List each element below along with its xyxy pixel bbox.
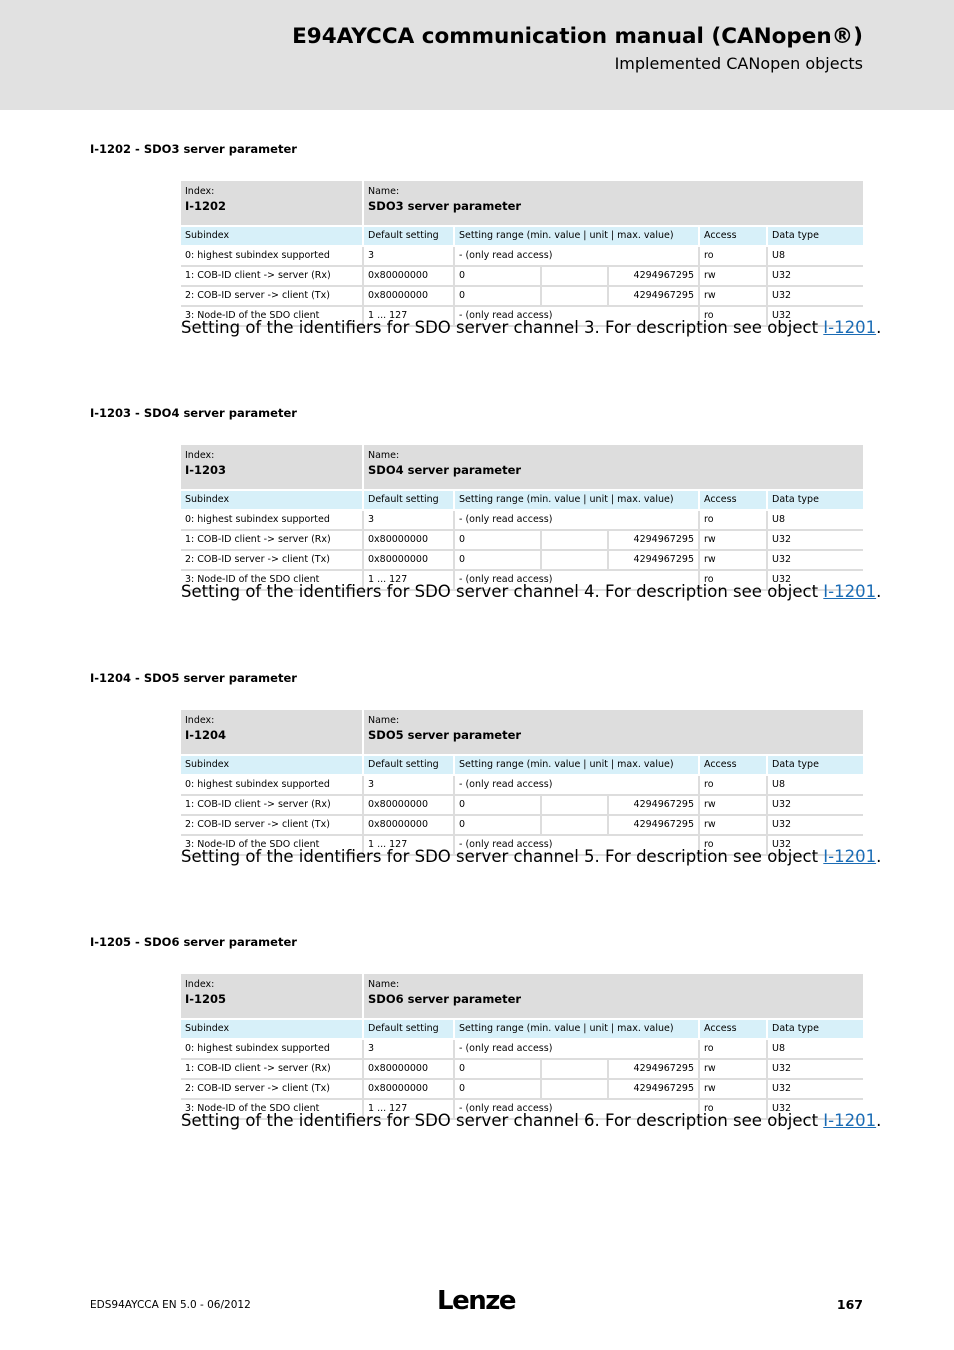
column-header-subindex: Subindex: [181, 490, 363, 510]
data-type-cell: U8: [767, 775, 863, 795]
index-cell: [181, 710, 363, 755]
data-type-cell: U32: [767, 570, 863, 590]
index-label: Index:: [185, 979, 215, 990]
index-cell: [181, 974, 363, 1019]
default-setting-cell: 0x80000000: [363, 530, 454, 550]
object-header-row: [181, 710, 863, 755]
access-cell: rw: [699, 530, 767, 550]
page-number: 167: [836, 1297, 863, 1312]
data-type-cell: U32: [767, 815, 863, 835]
index-cell: [181, 181, 363, 226]
name-label: Name:: [368, 450, 400, 461]
default-setting-cell: 3: [363, 1039, 454, 1059]
data-type-cell: U32: [767, 1099, 863, 1119]
description-suffix: . For description see object: [594, 582, 824, 601]
access-cell: rw: [699, 550, 767, 570]
default-setting-cell: 3: [363, 510, 454, 530]
index-value: I-1205: [185, 991, 227, 1006]
subindex-cell: 0: highest subindex supported: [181, 1039, 363, 1059]
table-row: [181, 795, 863, 815]
description-text: [181, 582, 881, 601]
description-period: .: [876, 582, 882, 601]
subindex-cell: 1: COB-ID client -> server (Rx): [181, 1059, 363, 1079]
description-period: .: [876, 318, 882, 337]
column-header-datatype: Data type: [767, 755, 863, 775]
name-cell: [363, 181, 863, 226]
column-header-default: Default setting: [363, 755, 454, 775]
description-suffix: . For description see object: [594, 318, 824, 337]
unit-cell: [541, 795, 608, 815]
data-type-cell: U32: [767, 1059, 863, 1079]
column-header-row: [181, 1019, 863, 1039]
unit-cell: [541, 550, 608, 570]
object-header-row: [181, 181, 863, 226]
access-cell: rw: [699, 815, 767, 835]
access-cell: ro: [699, 570, 767, 590]
index-label: Index:: [185, 186, 215, 197]
object-link[interactable]: I-1201: [823, 847, 877, 866]
table-row: [181, 1059, 863, 1079]
setting-range-cell: - (only read access): [454, 246, 699, 266]
access-cell: ro: [699, 835, 767, 855]
name-value: SDO4 server parameter: [368, 462, 522, 477]
object-header-row: [181, 445, 863, 490]
column-header-datatype: Data type: [767, 490, 863, 510]
data-type-cell: U32: [767, 1079, 863, 1099]
column-header-access: Access: [699, 755, 767, 775]
lenze-logo: Lenze: [437, 1286, 515, 1316]
unit-cell: [541, 530, 608, 550]
access-cell: ro: [699, 775, 767, 795]
setting-range-cell: - (only read access): [454, 306, 699, 326]
object-table: [181, 710, 863, 856]
column-header-range: Setting range (min. value | unit | max. value): [454, 1019, 699, 1039]
data-type-cell: U32: [767, 550, 863, 570]
default-setting-cell: 0x80000000: [363, 1079, 454, 1099]
index-label: Index:: [185, 450, 215, 461]
table-row: [181, 815, 863, 835]
access-cell: ro: [699, 306, 767, 326]
default-setting-cell: 0x80000000: [363, 550, 454, 570]
subindex-cell: 2: COB-ID server -> client (Tx): [181, 286, 363, 306]
name-label: Name:: [368, 186, 400, 197]
object-table: [181, 181, 863, 327]
access-cell: ro: [699, 510, 767, 530]
subindex-cell: 2: COB-ID server -> client (Tx): [181, 550, 363, 570]
unit-cell: [541, 1059, 608, 1079]
column-header-row: [181, 226, 863, 246]
setting-range-cell: - (only read access): [454, 510, 699, 530]
name-label: Name:: [368, 979, 400, 990]
table-row: [181, 1079, 863, 1099]
object-header-row: [181, 974, 863, 1019]
access-cell: ro: [699, 1099, 767, 1119]
subindex-cell: 2: COB-ID server -> client (Tx): [181, 1079, 363, 1099]
column-header-default: Default setting: [363, 490, 454, 510]
default-setting-cell: 0x80000000: [363, 815, 454, 835]
column-header-subindex: Subindex: [181, 1019, 363, 1039]
name-value: SDO6 server parameter: [368, 991, 522, 1006]
setting-range-cell: - (only read access): [454, 775, 699, 795]
column-header-subindex: Subindex: [181, 755, 363, 775]
index-label: Index:: [185, 715, 215, 726]
description-text: [181, 1111, 881, 1130]
max-value-cell: 4294967295: [608, 550, 699, 570]
unit-cell: [541, 1079, 608, 1099]
description-text: [181, 847, 881, 866]
object-link[interactable]: I-1201: [823, 582, 877, 601]
page-header: [0, 0, 954, 110]
access-cell: ro: [699, 246, 767, 266]
description-suffix: . For description see object: [594, 847, 824, 866]
data-type-cell: U8: [767, 1039, 863, 1059]
index-cell: [181, 445, 363, 490]
default-setting-cell: 1 ... 127: [363, 1099, 454, 1119]
unit-cell: [541, 266, 608, 286]
min-value-cell: 0: [454, 286, 541, 306]
description-prefix: Setting of the identifiers for SDO server channel 5: [181, 847, 595, 866]
min-value-cell: 0: [454, 1059, 541, 1079]
column-header-default: Default setting: [363, 226, 454, 246]
object-table: [181, 445, 863, 591]
access-cell: rw: [699, 1079, 767, 1099]
description-suffix: . For description see object: [594, 1111, 824, 1130]
default-setting-cell: 3: [363, 775, 454, 795]
document-code: EDS94AYCCA EN 5.0 - 06/2012: [90, 1299, 251, 1311]
column-header-datatype: Data type: [767, 226, 863, 246]
name-value: SDO5 server parameter: [368, 727, 522, 742]
table-row: [181, 775, 863, 795]
description-text: [181, 318, 881, 337]
column-header-access: Access: [699, 490, 767, 510]
subindex-cell: 2: COB-ID server -> client (Tx): [181, 815, 363, 835]
data-type-cell: U32: [767, 835, 863, 855]
access-cell: rw: [699, 795, 767, 815]
min-value-cell: 0: [454, 266, 541, 286]
subindex-cell: 3: Node-ID of the SDO client: [181, 570, 363, 590]
name-value: SDO3 server parameter: [368, 198, 522, 213]
table-row: [181, 550, 863, 570]
access-cell: rw: [699, 286, 767, 306]
description-prefix: Setting of the identifiers for SDO server channel 6: [181, 1111, 595, 1130]
access-cell: rw: [699, 266, 767, 286]
data-type-cell: U32: [767, 795, 863, 815]
description-period: .: [876, 1111, 882, 1130]
column-header-range: Setting range (min. value | unit | max. value): [454, 490, 699, 510]
table-row: [181, 1039, 863, 1059]
subindex-cell: 1: COB-ID client -> server (Rx): [181, 530, 363, 550]
subindex-cell: 0: highest subindex supported: [181, 775, 363, 795]
column-header-access: Access: [699, 1019, 767, 1039]
subindex-cell: 3: Node-ID of the SDO client: [181, 1099, 363, 1119]
default-setting-cell: 0x80000000: [363, 795, 454, 815]
subindex-cell: 0: highest subindex supported: [181, 510, 363, 530]
chapter-subtitle: Implemented CANopen objects: [614, 54, 863, 73]
setting-range-cell: - (only read access): [454, 835, 699, 855]
column-header-row: [181, 755, 863, 775]
index-value: I-1203: [185, 462, 227, 477]
section-heading: I-1204 - SDO5 server parameter: [90, 671, 297, 685]
name-cell: [363, 445, 863, 490]
max-value-cell: 4294967295: [608, 266, 699, 286]
default-setting-cell: 1 ... 127: [363, 570, 454, 590]
default-setting-cell: 0x80000000: [363, 266, 454, 286]
column-header-default: Default setting: [363, 1019, 454, 1039]
column-header-subindex: Subindex: [181, 226, 363, 246]
table-row: [181, 510, 863, 530]
subindex-cell: 1: COB-ID client -> server (Rx): [181, 266, 363, 286]
unit-cell: [541, 286, 608, 306]
setting-range-cell: - (only read access): [454, 1099, 699, 1119]
section-heading: I-1202 - SDO3 server parameter: [90, 142, 297, 156]
max-value-cell: 4294967295: [608, 815, 699, 835]
column-header-datatype: Data type: [767, 1019, 863, 1039]
max-value-cell: 4294967295: [608, 795, 699, 815]
section-heading: I-1203 - SDO4 server parameter: [90, 406, 297, 420]
min-value-cell: 0: [454, 530, 541, 550]
data-type-cell: U32: [767, 530, 863, 550]
setting-range-cell: - (only read access): [454, 570, 699, 590]
index-value: I-1202: [185, 198, 227, 213]
default-setting-cell: 1 ... 127: [363, 835, 454, 855]
default-setting-cell: 3: [363, 246, 454, 266]
max-value-cell: 4294967295: [608, 286, 699, 306]
document-title: E94AYCCA communication manual (CANopen®): [292, 24, 863, 49]
subindex-cell: 1: COB-ID client -> server (Rx): [181, 795, 363, 815]
max-value-cell: 4294967295: [608, 1059, 699, 1079]
subindex-cell: 0: highest subindex supported: [181, 246, 363, 266]
table-row: [181, 246, 863, 266]
subindex-cell: 3: Node-ID of the SDO client: [181, 306, 363, 326]
column-header-row: [181, 490, 863, 510]
subindex-cell: 3: Node-ID of the SDO client: [181, 835, 363, 855]
default-setting-cell: 1 ... 127: [363, 306, 454, 326]
table-row: [181, 530, 863, 550]
index-value: I-1204: [185, 727, 227, 742]
data-type-cell: U32: [767, 266, 863, 286]
name-label: Name:: [368, 715, 400, 726]
object-table: [181, 974, 863, 1120]
section-heading: I-1205 - SDO6 server parameter: [90, 935, 297, 949]
setting-range-cell: - (only read access): [454, 1039, 699, 1059]
description-period: .: [876, 847, 882, 866]
data-type-cell: U8: [767, 246, 863, 266]
min-value-cell: 0: [454, 550, 541, 570]
object-link[interactable]: I-1201: [823, 1111, 877, 1130]
default-setting-cell: 0x80000000: [363, 1059, 454, 1079]
access-cell: rw: [699, 1059, 767, 1079]
column-header-range: Setting range (min. value | unit | max. value): [454, 755, 699, 775]
access-cell: ro: [699, 1039, 767, 1059]
max-value-cell: 4294967295: [608, 1079, 699, 1099]
description-prefix: Setting of the identifiers for SDO server channel 3: [181, 318, 595, 337]
data-type-cell: U32: [767, 306, 863, 326]
description-prefix: Setting of the identifiers for SDO server channel 4: [181, 582, 595, 601]
min-value-cell: 0: [454, 815, 541, 835]
column-header-range: Setting range (min. value | unit | max. value): [454, 226, 699, 246]
min-value-cell: 0: [454, 1079, 541, 1099]
default-setting-cell: 0x80000000: [363, 286, 454, 306]
table-row: [181, 266, 863, 286]
min-value-cell: 0: [454, 795, 541, 815]
column-header-access: Access: [699, 226, 767, 246]
unit-cell: [541, 815, 608, 835]
name-cell: [363, 974, 863, 1019]
data-type-cell: U32: [767, 286, 863, 306]
max-value-cell: 4294967295: [608, 530, 699, 550]
table-row: [181, 286, 863, 306]
name-cell: [363, 710, 863, 755]
object-link[interactable]: I-1201: [823, 318, 877, 337]
data-type-cell: U8: [767, 510, 863, 530]
